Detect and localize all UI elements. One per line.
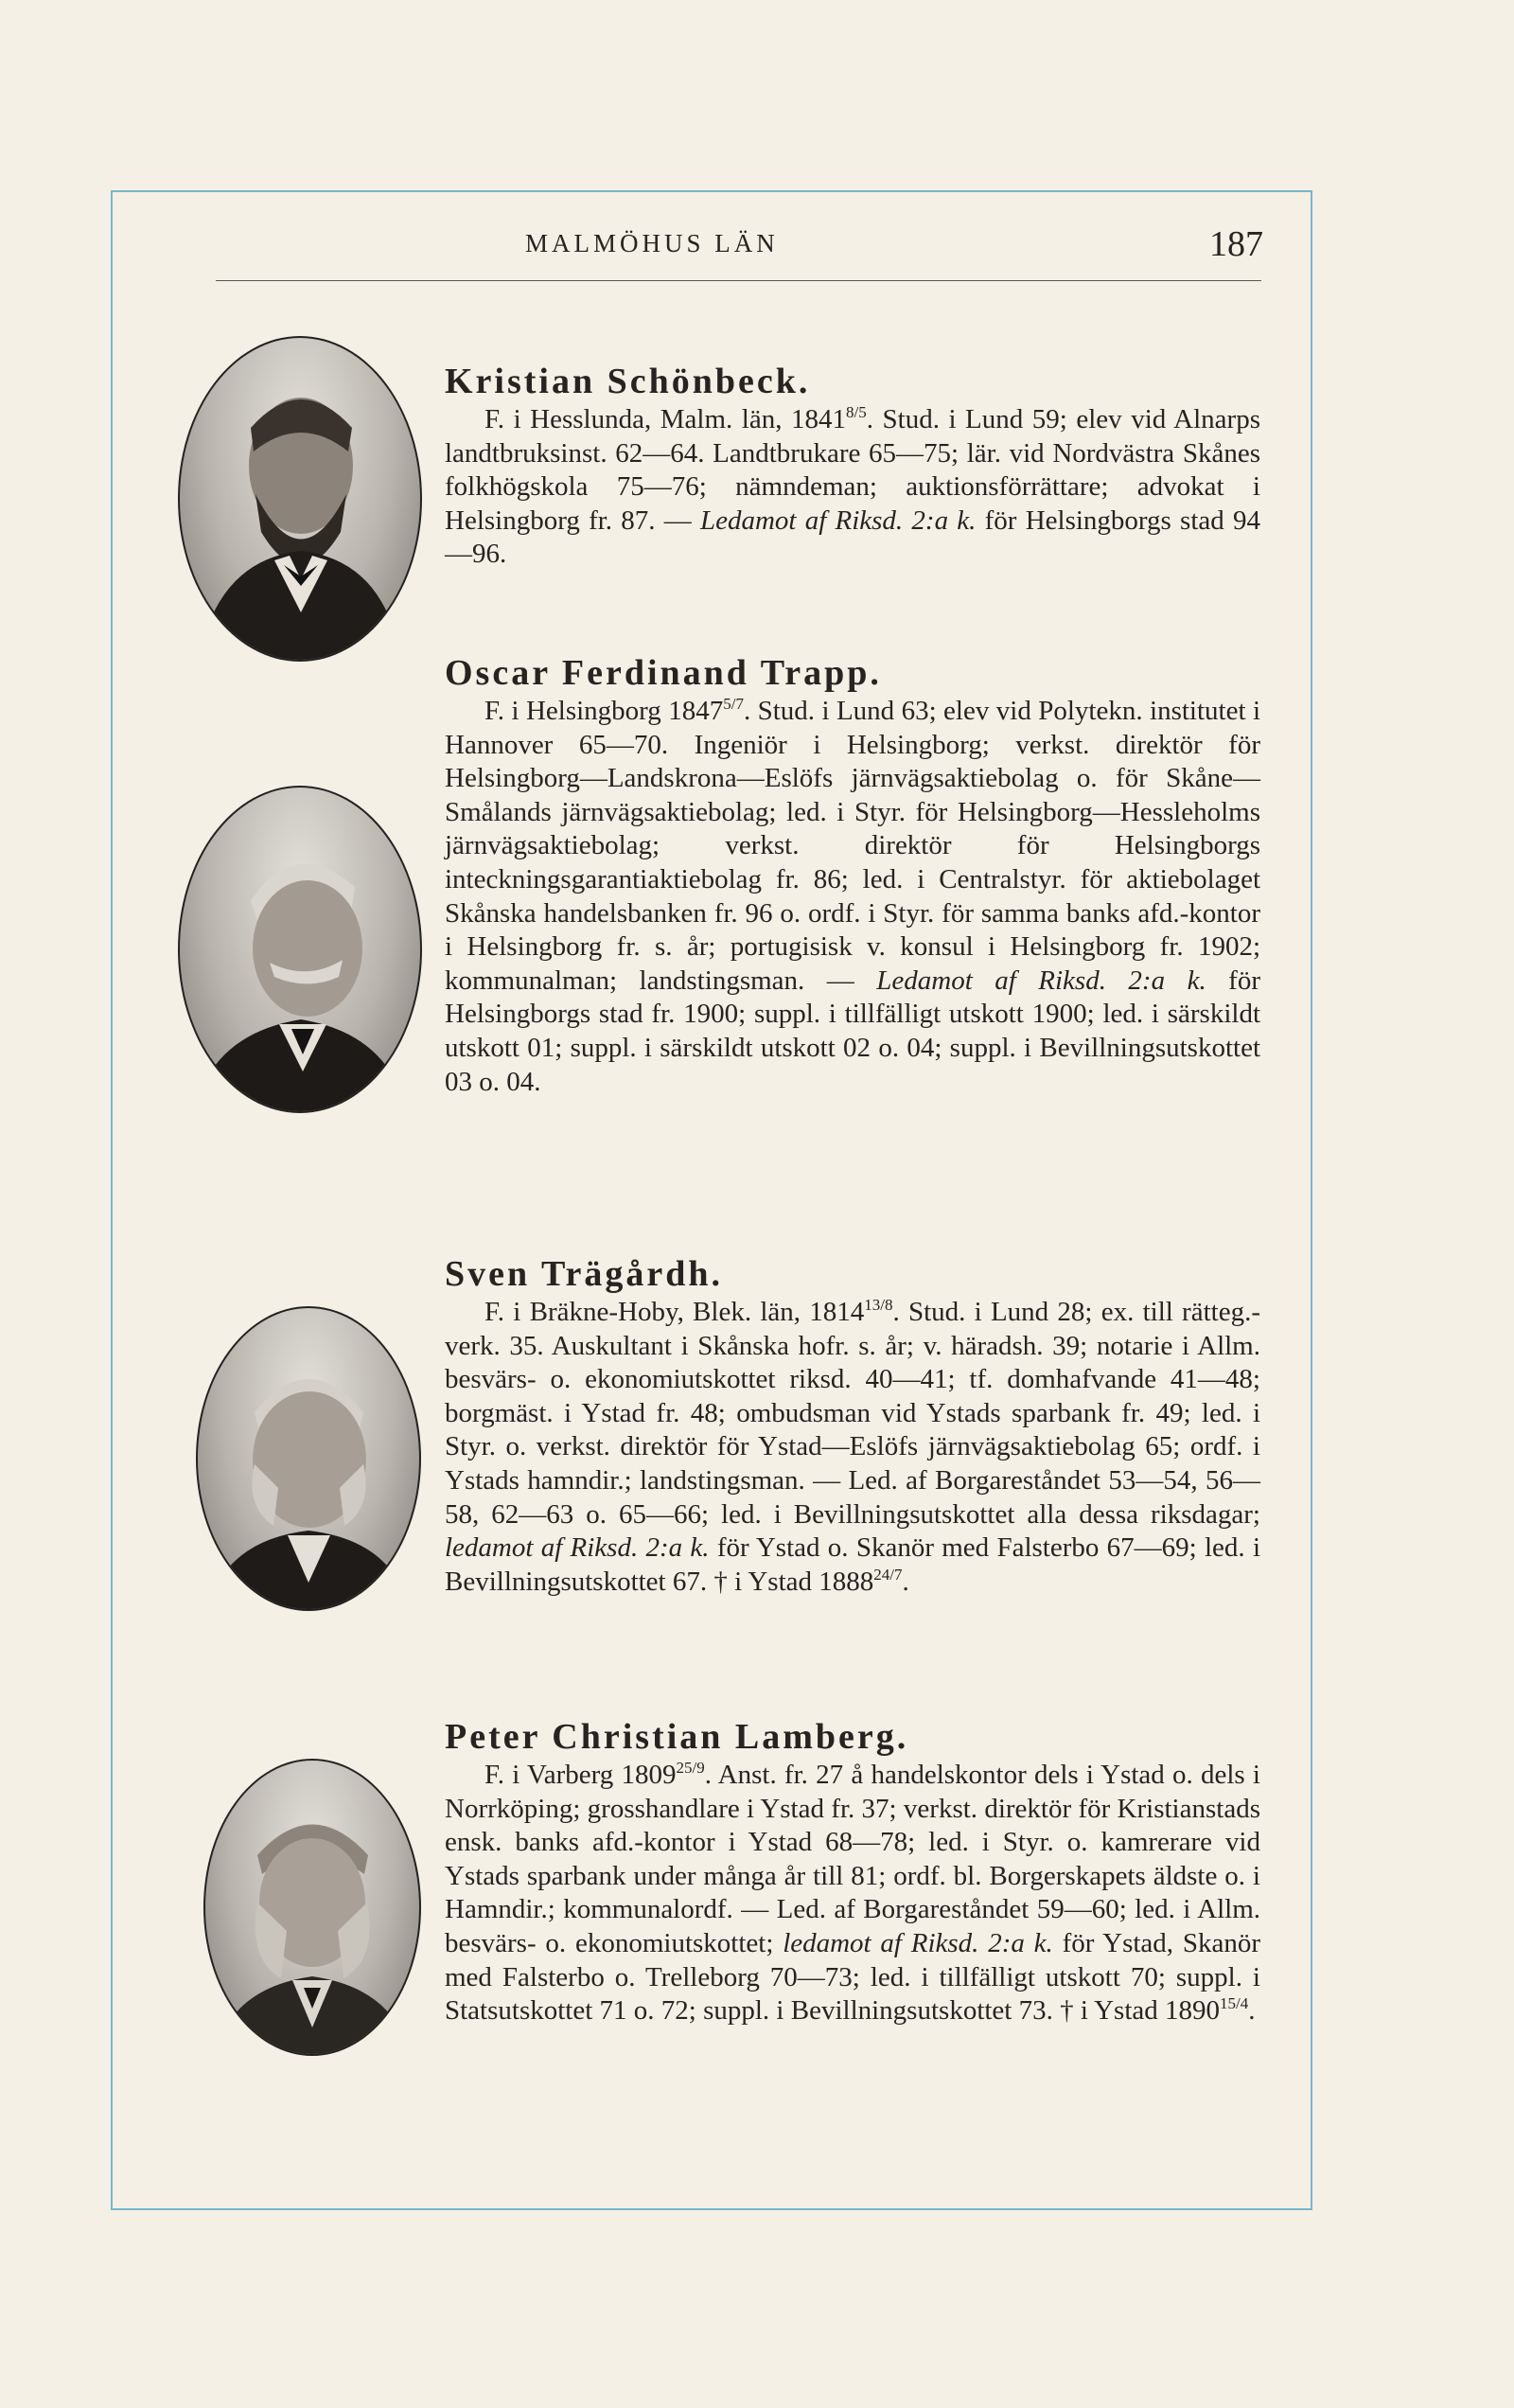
entry-1 [445,360,1260,572]
portrait-kristian-schonbeck [178,336,422,662]
portrait-oscar-ferdinand-trapp [178,786,422,1113]
entry-name: Peter Christian Lamberg. [445,1717,909,1757]
header-rule [216,280,1261,281]
entry-name: Oscar Ferdinand Trapp. [445,653,882,693]
entry-bio: F. i Helsingborg $1847^{5/7}$. Stud. i Lund 63; elev vid Polytekn. institutet i Hannover 65—70. Ingeniör i Helsingborg; verkst. direktör för Helsingborg—Landskrona—Eslöfs järnvägsaktiebolag o. för Skåne—Smålands järnvägsaktiebolag; led. i Styr. för Helsingborg—Hessleholms järnvägsaktiebolag; verkst. direktör för Helsingborgs inteckningsgarantiaktiebolag fr. 86; led. i Centralstyr. för aktiebolaget Skånska handelsbanken fr. 96 o. ordf. i Styr. för samma banks afd.-kontor i Helsingborg fr. s. år; portugisisk v. konsul i Helsingborg fr. 1902; kommunalman; landstingsman. — Ledamot af Riksd. 2:a k. för Helsingborgs stad fr. 1900; suppl. i tillfälligt utskott 1900; led. i särskildt utskott 01; suppl. i särskildt utskott 02 o. 04; suppl. i Bevillningsutskottet 03 o. 04. [445,695,1260,1097]
running-head: MALMÖHUS LÄN [525,229,779,257]
portrait-peter-christian-lamberg [203,1759,421,2056]
portrait-sven-tragardh [196,1306,421,1611]
entry-3 [445,1252,1260,1599]
entry-2 [445,651,1260,1099]
page-number: 187 [1209,224,1263,264]
entry-name: Kristian Schönbeck. [445,362,811,401]
page-header [222,224,1263,276]
entry-bio: F. i Varberg $1809^{25/9}$. Anst. fr. 27 å handelskontor dels i Ystad o. dels i Norrköping; grosshandlare i Ystad fr. 37; verkst. direktör för Kristianstads ensk. banks afd.-kontor i Ystad 68—78; led. i Styr. o. kamrerare vid Ystads sparbank under många år till 81; ordf. bl. Borgerskapets äldste o. i Hamndir.; kommunalordf. — Led. af Borgareståndet 59—60; led. i Allm. besvärs- o. ekonomiutskottet; ledamot af Riksd. 2:a k. för Ystad, Skanör med Falsterbo o. Trelleborg 70—73; led. i tillfälligt utskott 70; suppl. i Statsutskottet 71 o. 72; suppl. i Bevillningsutskottet 73. † i Ystad $1890^{15/4}$. [445,1759,1260,2027]
entry-name: Sven Trägårdh. [445,1254,723,1294]
entry-4 [445,1715,1260,2028]
entry-bio: F. i Hesslunda, Malm. län, $1841^{8/5}$. Stud. i Lund 59; elev vid Alnarps landtbruksinst. 62—64. Landtbrukare 65—75; lär. vid Nordvästra Skånes folkhögskola 75—76; nämndeman; auktionsförrättare; advokat i Helsingborg fr. 87. — Ledamot af Riksd. 2:a k. för Helsingborgs stad 94—96. [445,403,1261,570]
entry-bio: F. i Bräkne-Hoby, Blek. län, $1814^{13/8}$. Stud. i Lund 28; ex. till rätteg.-verk. 35. Auskultant i Skånska hofr. s. år; v. häradsh. 39; notarie i Allm. besvärs- o. ekonomiutskottet riksd. 40—41; tf. domhafvande 41—48; borgmäst. i Ystad fr. 48; ombudsman vid Ystads sparbank fr. 49; led. i Styr. o. verkst. direktör för Ystad—Eslöfs järnvägsaktiebolag 65; ordf. i Ystads hamndir.; landstingsman. — Led. af Borgareståndet 53—54, 56—58, 62—63 o. 65—66; led. i Bevillningsutskottet alla dessa riksdagar; ledamot af Riksd. 2:a k. för Ystad o. Skanör med Falsterbo 67—69; led. i Bevillningsutskottet 67. † i Ystad $1888^{24/7}$. [445,1296,1261,1597]
